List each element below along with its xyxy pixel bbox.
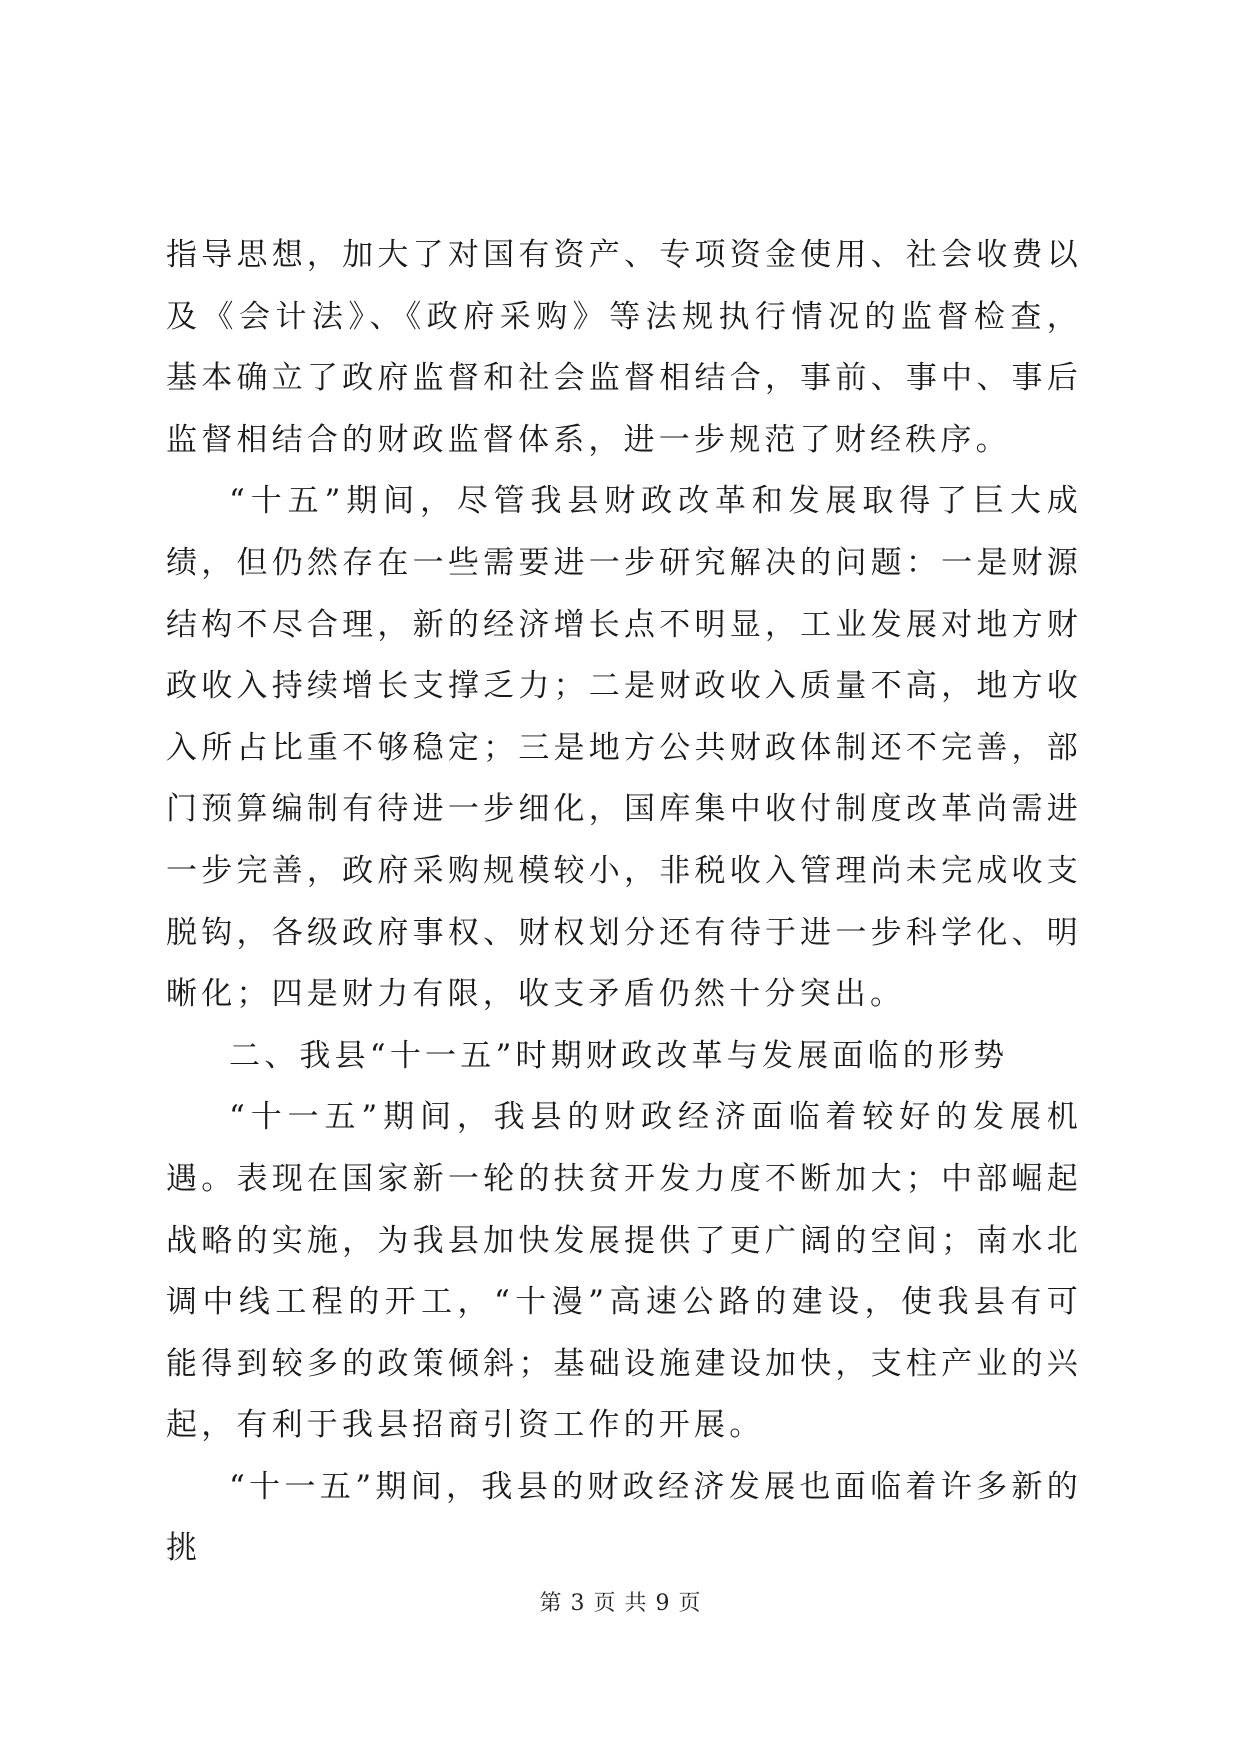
paragraph-1: 指导思想，加大了对国有资产、专项资金使用、社会收费以及《会计法》、《政府采购》等法规执行情况的监督检查，基本确立了政府监督和社会监督相结合，事前、事中、事后监督相结合的财政监督体系，进一步规范了财经秩序。 (166, 237, 1082, 458)
paragraph-4: “十一五”期间，我县的财政经济面临着较好的发展机遇。表现在国家新一轮的扶贫开发力度不断加大；中部崛起战略的实施，为我县加快发展提供了更广阔的空间；南水北调中线工程的开工，“十漫”高速公路的建设，使我县有可能得到较多的政策倾斜；基础设施建设加快，支柱产业的兴起，有利于我县招商引资工作的开展。 (166, 1099, 1082, 1444)
document-body (166, 225, 1082, 1580)
paragraph-5: “十一五”期间，我县的财政经济发展也面临着许多新的挑 (166, 1468, 1082, 1567)
section-heading: 二、我县“十一五”时期财政改革与发展面临的形势 (229, 1037, 1009, 1074)
page-footer: 第 3 页 共 9 页 (539, 1591, 702, 1616)
paragraph-2: “十五”期间，尽管我县财政改革和发展取得了巨大成绩，但仍然存在一些需要进一步研究解决的问题：一是财源结构不尽合理，新的经济增长点不明显，工业发展对地方财政收入持续增长支撑乏力；二是财政收入质量不高，地方收入所占比重不够稳定；三是地方公共财政体制还不完善，部门预算编制有待进一步细化，国库集中收付制度改革尚需进一步完善，政府采购规模较小，非税收入管理尚未完成收支脱钩，各级政府事权、财权划分还有待于进一步科学化、明晰化；四是财力有限，收支矛盾仍然十分突出。 (166, 483, 1082, 1013)
